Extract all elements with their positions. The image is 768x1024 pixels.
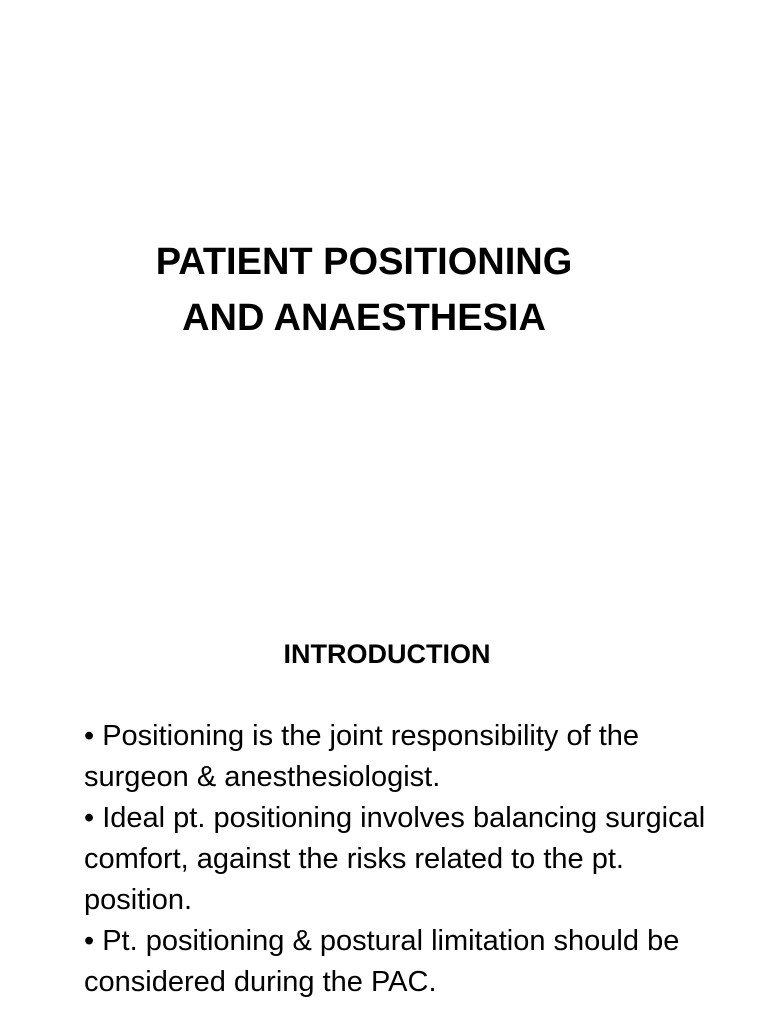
bullet-list [84,716,724,1003]
page-title [0,234,728,346]
bullet-item-responsibility: • Positioning is the joint responsibility of the surgeon & anesthesiologist. [84,720,640,793]
title-line-1: PATIENT POSITIONING [155,241,573,283]
title-line-2: AND ANAESTHESIA [182,297,546,339]
bullet-item-ideal-positioning: • Ideal pt. positioning involves balancing surgical comfort, against the risks related to the pt. position. [84,802,706,916]
section-heading: INTRODUCTION [283,639,491,669]
introduction-slide [0,600,768,1024]
bullet-item-postural-limitation: • Pt. positioning & postural limitation should be considered during the PAC. [84,925,680,998]
